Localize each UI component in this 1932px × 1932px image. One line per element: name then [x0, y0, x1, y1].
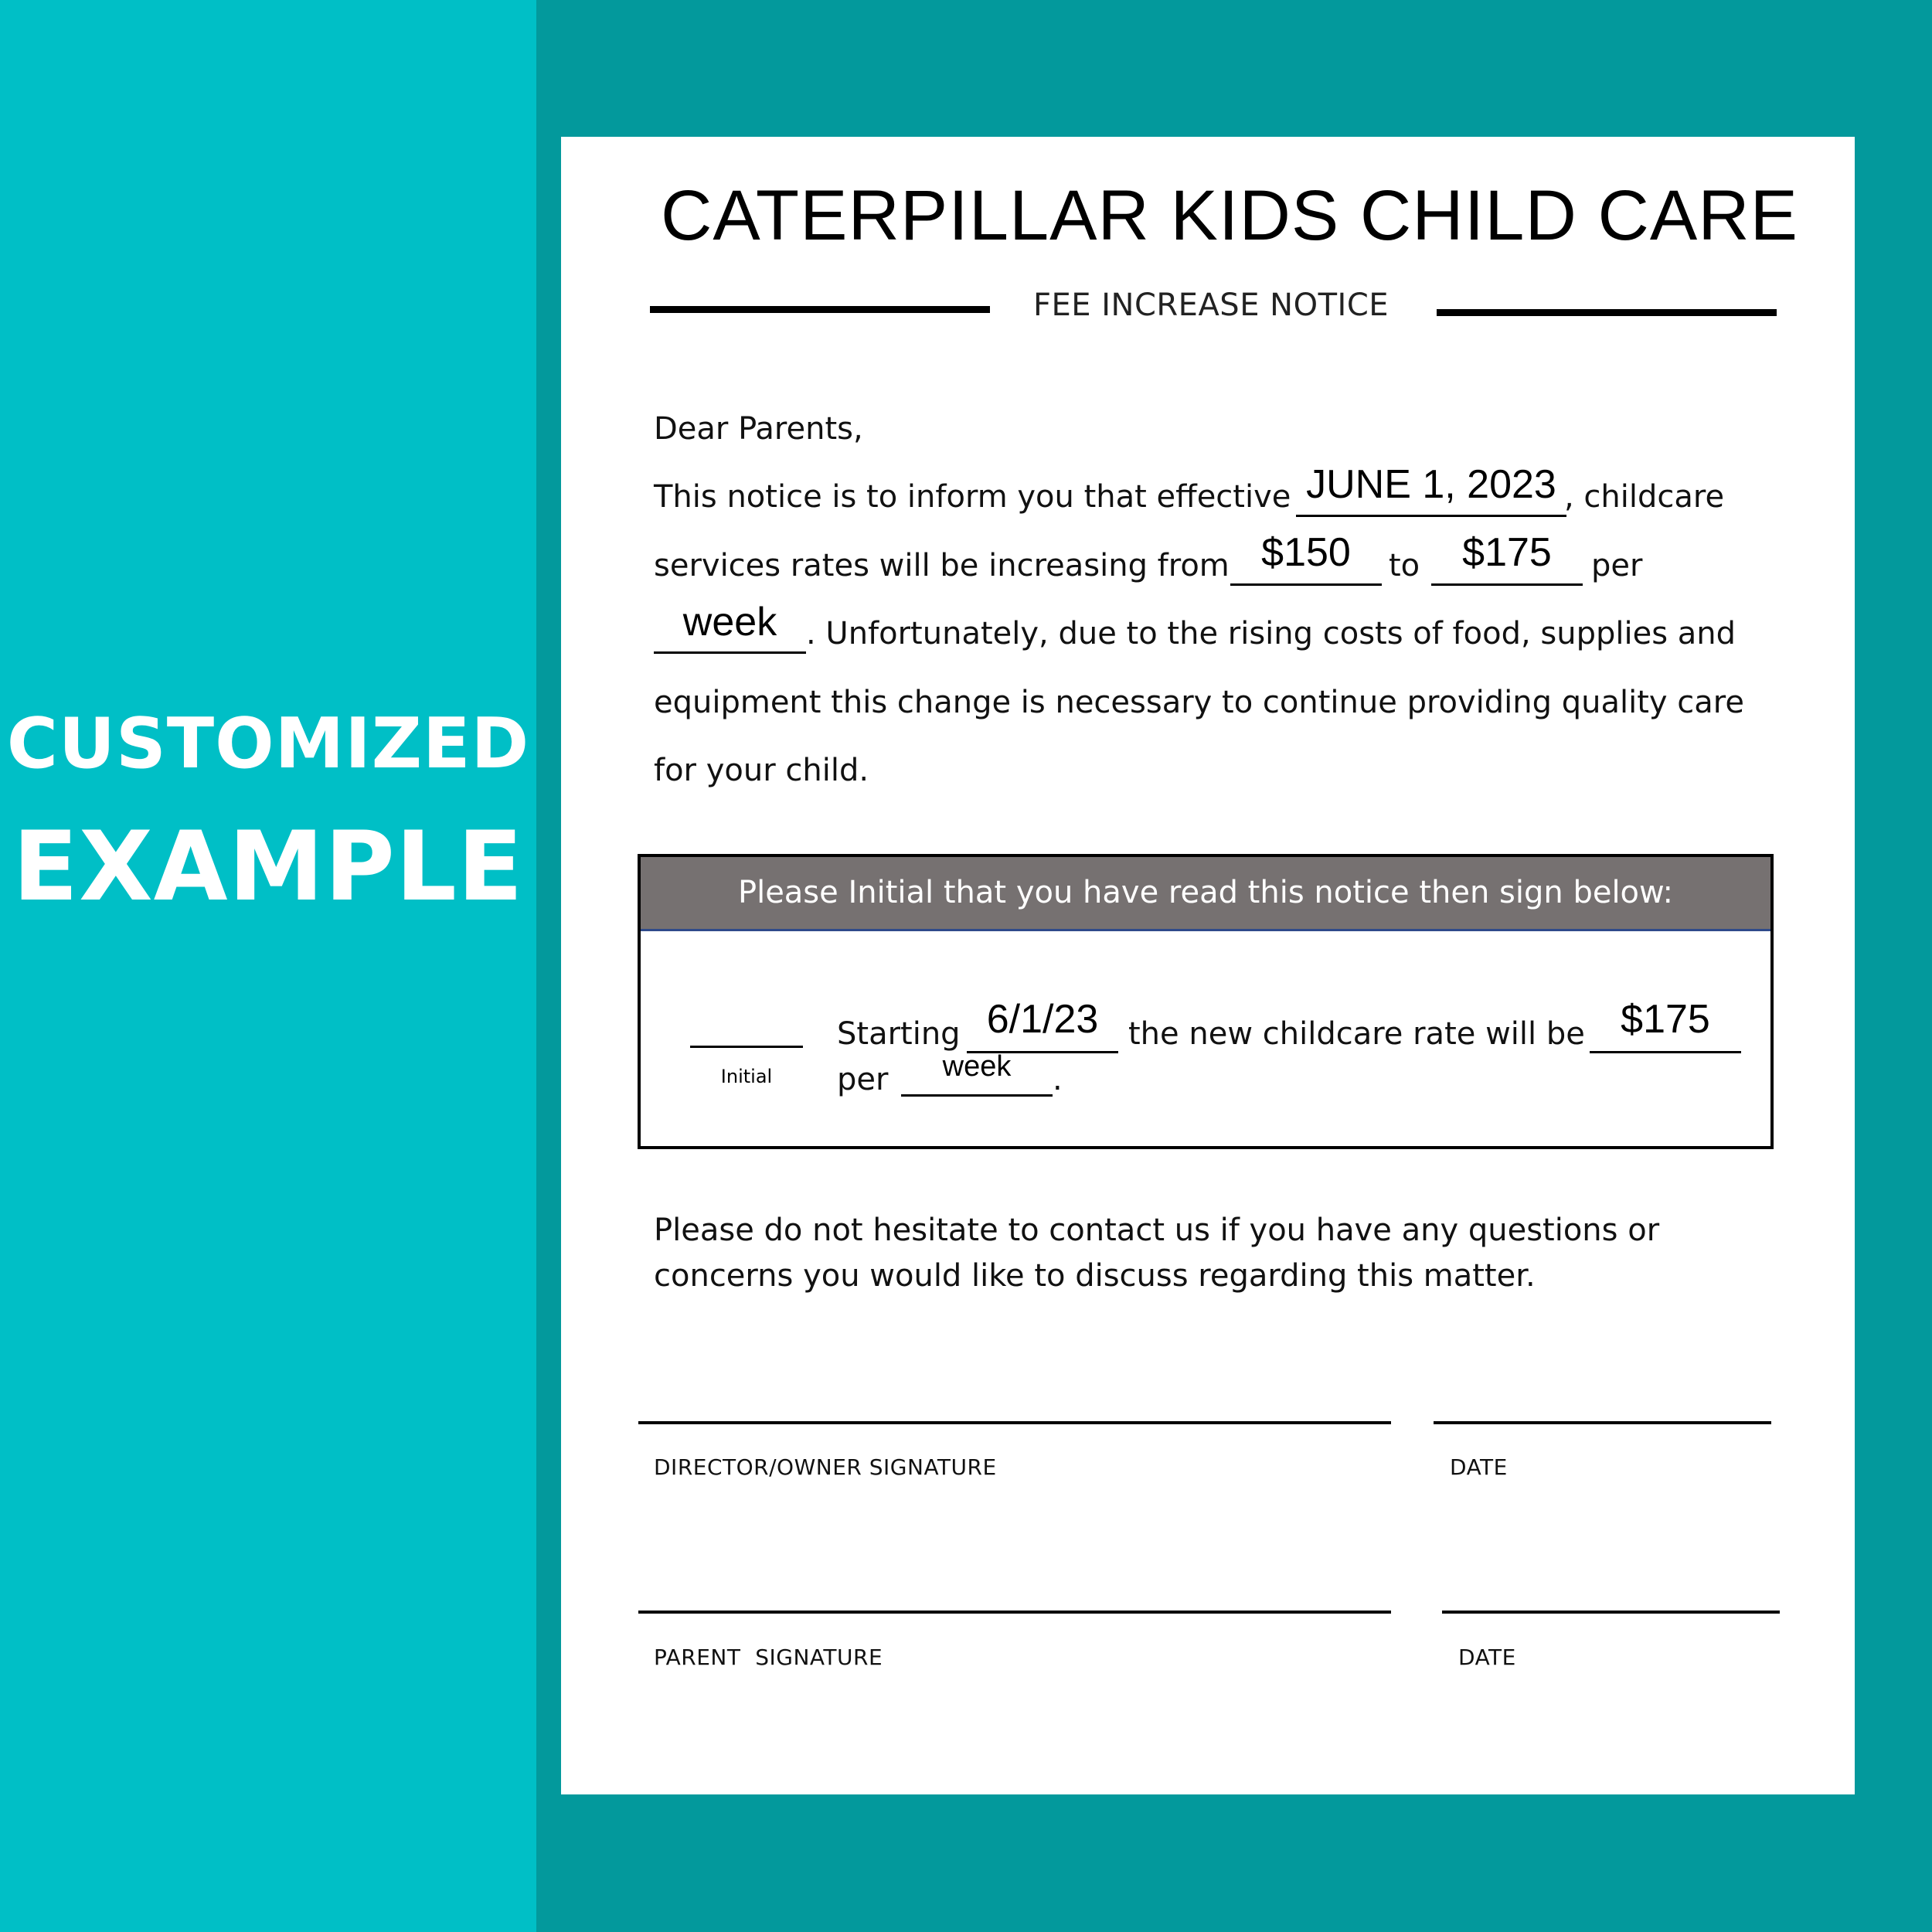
- parent-signature-label: PARENT SIGNATURE: [654, 1645, 883, 1670]
- closing-line-1: Please do not hesitate to contact us if you have any questions or: [654, 1213, 1660, 1248]
- greeting: Dear Parents,: [654, 411, 863, 447]
- parent-signature-line[interactable]: [638, 1611, 1391, 1614]
- acknowledgement-box: [638, 854, 1774, 1149]
- body-line-2-to: to: [1389, 548, 1420, 583]
- old-rate-value: $150: [1261, 530, 1351, 575]
- body-line-2-start: services rates will be increasing from: [654, 548, 1230, 583]
- ack-period-blank: [901, 1094, 1053, 1097]
- body-line-4: equipment this change is necessary to continue providing quality care: [654, 685, 1744, 720]
- effective-date-value: JUNE 1, 2023: [1306, 462, 1556, 507]
- acknowledgement-header: Please Initial that you have read this notice then sign below:: [641, 857, 1770, 931]
- document-title: CATERPILLAR KIDS CHILD CARE: [660, 176, 1799, 255]
- fee-increase-notice-page: [561, 137, 1855, 1794]
- period-blank: [654, 651, 806, 654]
- per-label: per: [837, 1062, 889, 1097]
- ack-rate-blank: [1590, 1051, 1741, 1053]
- left-panel: [0, 0, 536, 1932]
- ack-period-end: .: [1053, 1062, 1063, 1097]
- director-date-label: DATE: [1450, 1454, 1508, 1480]
- body-line-2-per: per: [1591, 548, 1643, 583]
- ack-period-value: week: [942, 1050, 1012, 1083]
- rate-sentence: the new childcare rate will be: [1128, 1016, 1585, 1052]
- starting-label: Starting: [837, 1016, 961, 1052]
- parent-date-label: DATE: [1458, 1645, 1516, 1670]
- director-signature-label: DIRECTOR/OWNER SIGNATURE: [654, 1454, 997, 1480]
- director-date-line[interactable]: [1434, 1421, 1771, 1424]
- closing-line-2: concerns you would like to discuss regarding this matter.: [654, 1258, 1536, 1294]
- document-subtitle: FEE INCREASE NOTICE: [1032, 287, 1389, 323]
- body-line-1-end: , childcare: [1564, 479, 1725, 515]
- body-line-5: for your child.: [654, 753, 869, 788]
- period-value: week: [682, 600, 777, 645]
- example-heading: EXAMPLE: [12, 811, 524, 923]
- start-date-value: 6/1/23: [986, 997, 1099, 1042]
- initial-blank[interactable]: [690, 1046, 803, 1048]
- customized-heading: CUSTOMIZED: [6, 703, 530, 784]
- ack-rate-value: $175: [1621, 997, 1710, 1042]
- new-rate-blank: [1431, 583, 1583, 586]
- initial-label: Initial: [720, 1066, 773, 1087]
- effective-date-blank: [1296, 515, 1566, 517]
- parent-date-line[interactable]: [1442, 1611, 1780, 1614]
- title-rule-right: [1437, 309, 1777, 316]
- body-line-1-start: This notice is to inform you that effective: [654, 479, 1291, 515]
- old-rate-blank: [1230, 583, 1382, 586]
- director-signature-line[interactable]: [638, 1421, 1391, 1424]
- new-rate-value: $175: [1462, 530, 1552, 575]
- body-line-3-rest: . Unfortunately, due to the rising costs of food, supplies and: [806, 616, 1736, 651]
